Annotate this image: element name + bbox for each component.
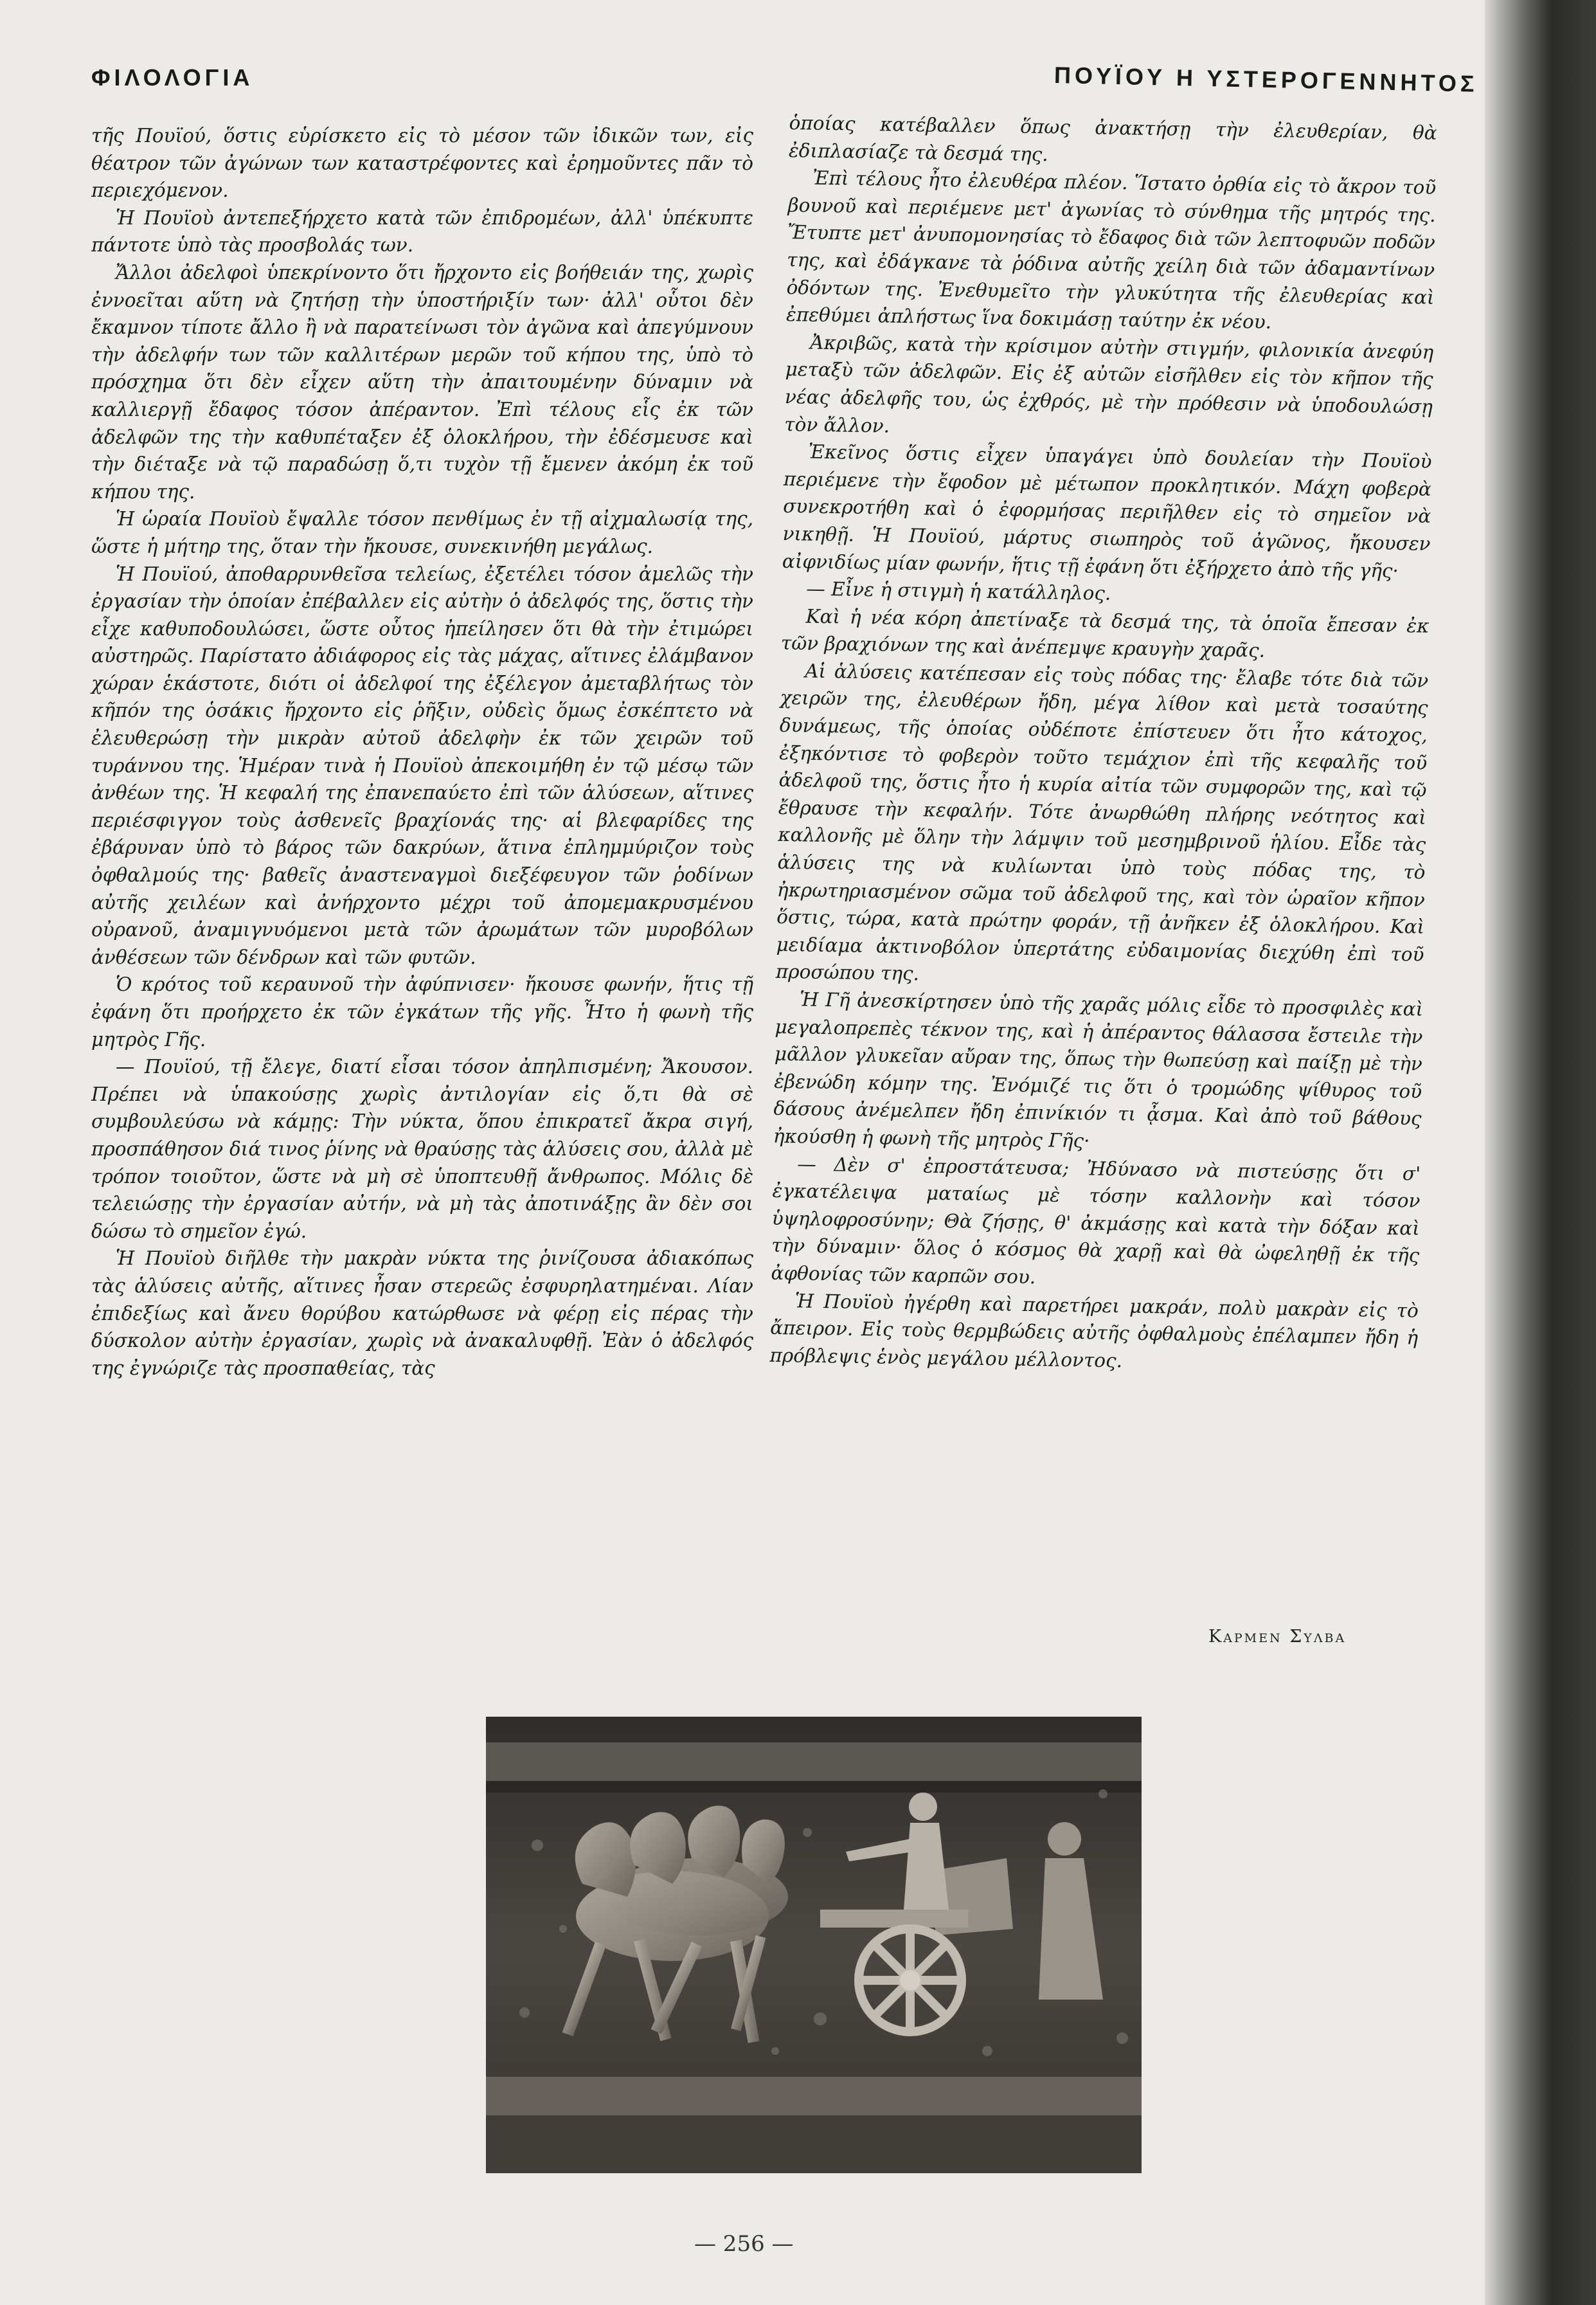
paragraph: Ἡ Πουϊοὺ διῆλθε τὴν μακρὰν νύκτα της ῥινίζουσα ἀδιακόπως τὰς ἁλύσεις αὐτῆς, αἵτινες ἦσαν στερεῶς ἐσφυρηλατημέναι. Λίαν ἐπιδεξίως καὶ ἄνευ θορύβου κατώρθωσε νὰ φέρῃ εἰς πέρας τὴν δύσκολον αὐτὴν ἐργασίαν, χωρὶς νὰ ἀνακαλυφθῇ. Ἐὰν ὁ ἀδελφός της ἐγνώριζε τὰς προσπαθείας, τὰς xyxy=(91,1247,753,1379)
paragraph: Ἐπὶ τέλους ἦτο ἐλευθέρα πλέον. Ἵστατο ὀρθία εἰς τὸ ἄκρον τοῦ βουνοῦ καὶ περιέμενε μετ' ἀγωνίας τὸ σύνθημα τῆς μητρός της. Ἔτυπτε μετ' ἀνυπομονησίας τὸ ἔδαφος διὰ τῶν λεπτοφυῶν ποδῶν της, καὶ ἐδάγκανε τὰ ῥόδινα αὐτῆς χείλη διὰ τῶν ἀδαμαντίνων ὀδόντων της. Ἐνεθυμεῖτο τὴν γλυκύτητα τῆς ἐλευθερίας καὶ ἐπεθύμει ἀπλήστως ἵνα δοκιμάσῃ ταύτην ἐκ νέου. xyxy=(785,167,1437,333)
paragraph: — Δὲν σ' ἐπροστάτευσα; Ἠδύνασο νὰ πιστεύσῃς ὅτι σ' ἐγκατέλειψα ματαίως μὲ τόσην καλλονὴν καὶ τόσον ὑψηλοφροσύνην; Θὰ ζήσῃς, θ' ἀκμάσῃς καὶ κατὰ τὴν δόξαν καὶ τὴν δύναμιν· ὅλος ὁ κόσμος θὰ χαρῇ καὶ θὰ ὠφεληθῇ ἐκ τῆς ἀφθονίας τῶν καρπῶν σου. xyxy=(771,1152,1421,1288)
paragraph: — Πουϊού, τῇ ἔλεγε, διατί εἶσαι τόσον ἀπηλπισμένη; Ἄκουσον. Πρέπει νὰ ὑπακούσῃς χωρὶς ἀντιλογίαν εἰς ὅ,τι θὰ σὲ συμβουλεύσω νὰ κάμῃς: Τὴν νύκτα, ὅπου ἐπικρατεῖ ἄκρα σιγή, προσπάθησον διά τινος ῥίνης νὰ θραύσῃς τὰς ἁλύσεις σου, ἀλλὰ μὲ τρόπον τοιοῦτον, ὥστε νὰ μὴ σὲ ὑποπτευθῇ ἄνθρωπος. Μόλις δὲ τελειώσῃς τὴν ἐργασίαν αὐτήν, νὰ μὴ τὰς ἀποτινάξῃς ἂν δὲν σοι δώσω τὸ σημεῖον ἐγώ. xyxy=(91,1056,753,1242)
author-signature: Καρμεν Συλβα xyxy=(1208,1627,1347,1647)
binding-shadow xyxy=(1485,0,1596,2305)
paragraph: Ἀκριβῶς, κατὰ τὴν κρίσιμον αὐτὴν στιγμήν, φιλονικία ἀνεφύη μεταξὺ τῶν ἀδελφῶν. Εἰς ἐξ αὐτῶν εἰσῆλθεν εἰς τὸν κῆπον τῆς νέας ἀδελφῆς του, ὡς ἐχθρός, μὲ τὴν πρόθεσιν νὰ ὑποδουλώσῃ τὸν ἄλλον. xyxy=(784,331,1434,437)
running-head-right: ΠΟΥΪΟΥ Η ΥΣΤΕΡΟΓΕΝΝΗΤΟΣ xyxy=(1054,62,1478,97)
paragraph: Ἡ Πουϊού, ἀποθαρρυνθεῖσα τελείως, ἐξετέλει τόσον ἀμελῶς τὴν ἐργασίαν τὴν ὁποίαν ἐπέβαλλεν εἰς αὐτὴν ὁ ἀδελφός της, ὅστις τὴν εἶχε καθυποδουλώσει, ὥστε οὗτος ἠπείλησεν ὅτι θὰ τὴν ἐτιμώρει αὐστηρῶς. Παρίστατο ἀδιάφορος εἰς τὰς μάχας, αἵτινες ἐλάμβανον χώραν ἑκάστοτε, διότι οἱ ἀδελφοί της ἐξέλεγον ἀμεταβλήτως τὸν κῆπόν της ὁσάκις ἤρχοντο εἰς ῥῆξιν, οὐδεὶς ὅμως ἐσκέπτετο νὰ ἐλευθερώσῃ τὴν μικρὰν αὐτοῦ ἀδελφὴν ἐκ τῶν χειρῶν τοῦ τυράννου της. Ἡμέραν τινὰ ἡ Πουϊοὺ ἀπεκοιμήθη ἐν τῷ μέσῳ τῶν ἀνθέων της. Ἡ κεφαλή της ἐπανεπαύετο ἐπὶ τῶν ἁλύσεων, αἵτινες περιέσφιγγον τοὺς ἀσθενεῖς βραχίονάς της· αἱ βλεφαρίδες της ἐβάρυναν ὑπὸ τὸ βάρος τῶν δακρύων, ἅτινα ἐπλημμύριζον τοὺς ὀφθαλμούς της· βαθεῖς ἀναστεναγμοὶ διεξέφευγον τῶν ῥοδίνων αὐτῆς χειλέων καὶ ἀνήρχοντο μέχρι τοῦ ἀπομεμακρυσμένου οὐρανοῦ, ἀναμιγνυόμενοι μετὰ τῶν ἀρωμάτων τῶν μυροβόλων ἀνθέσεων τῶν δένδρων καὶ τῶν φυτῶν. xyxy=(91,563,753,968)
paragraph: — Εἶνε ἡ στιγμὴ ἡ κατάλληλος. xyxy=(806,577,1111,605)
paragraph: Ἡ Γῆ ἀνεσκίρτησεν ὑπὸ τῆς χαρᾶς μόλις εἶδε τὸ προσφιλὲς καὶ μεγαλοπρεπὲς τέκνον της, καὶ ἡ ἀπέραντος θάλασσα ἔστειλε τὴν μᾶλλον γλυκεῖαν αὔραν της, ὅπως τὴν θωπεύσῃ καὶ παίξῃ μὲ τὴν ἐβενώδη κόμην της. Ἐνόμιζέ τις ὅτι ὁ τρομώδης ψίθυρος τοῦ δάσους ἀνέμελπεν ἤδη ἐπινίκιόν τι ᾆσμα. Καὶ ἀπὸ τοῦ βάθους ἠκούσθη ἡ φωνὴ τῆς μητρὸς Γῆς· xyxy=(773,988,1424,1152)
paragraph: Ἡ Πουϊοὺ ἠγέρθη καὶ παρετήρει μακράν, πολὺ μακρὰν εἰς τὸ ἄπειρον. Εἰς τοὺς θερμβώδεις αὐτῆς ὀφθαλμοὺς ἐπέλαμπεν ἤδη ἡ πρόβλεψις ἑνὸς μεγάλου μέλλοντος. xyxy=(769,1289,1419,1372)
paragraph: Ὁ κρότος τοῦ κεραυνοῦ τὴν ἀφύπνισεν· ἤκουσε φωνήν, ἥτις τῇ ἐφάνη ὅτι προήρχετο ἐκ τῶν ἐγκάτων τῆς γῆς. Ἦτο ἡ φωνὴ τῆς μητρὸς Γῆς. xyxy=(91,973,753,1051)
page-number: — 256 — xyxy=(694,2231,794,2257)
running-head-left: ΦΙΛΟΛΟΓΙΑ xyxy=(91,64,254,91)
right-text-column xyxy=(769,109,1437,1379)
paragraph: ὁποίας κατέβαλλεν ὅπως ἀνακτήσῃ τὴν ἐλευθερίαν, θὰ ἐδιπλασίαζε τὰ δεσμά της. xyxy=(788,111,1437,165)
chariot-relief-image xyxy=(486,1717,1142,2173)
paragraph: Αἱ ἁλύσεις κατέπεσαν εἰς τοὺς πόδας της· ἔλαβε τότε διὰ τῶν χειρῶν της, ἐλευθέρων ἤδη, μέγα λίθον καὶ μετὰ τοσαύτης δυνάμεως, τῆς ὁποίας οὐδέποτε ἐπίστευεν ὅτι ἦτο κάτοχος, ἐξηκόντισε τὸ φοβερὸν τοῦτο τεμάχιον ἐπὶ τῆς κεφαλῆς τοῦ ἀδελφοῦ της, ὅστις ἦτο ἡ κυρία αἰτία τῶν συμφορῶν της, καὶ τῷ ἔθραυσε τὴν κεφαλήν. Τότε ἀνωρθώθη πλήρης νεότητος καὶ καλλονῆς μὲ ὅλην τὴν λάμψιν τοῦ μεσημβρινοῦ ἡλίου. Εἶδε τὰς ἁλύσεις της νὰ κυλίωνται ὑπὸ τοὺς πόδας της, τὸ ἠκρωτηριασμένον σῶμα τοῦ ἀδελφοῦ της, καὶ τὸν ὡραῖον κῆπον ὅστις, τώρα, κατὰ πρώτην φοράν, τῇ ἀνῆκεν ἐξ ὁλοκλήρου. Καὶ μειδίαμα ἀκτινοβόλον ὑπερτάτης εὐδαιμονίας διεχύθη ἐπὶ τοῦ προσώπου της. xyxy=(775,660,1429,985)
paragraph: Ἐκεῖνος ὅστις εἶχεν ὑπαγάγει ὑπὸ δουλείαν τὴν Πουϊοὺ περιέμενε τὴν ἔφοδον μὲ μέτωπον προκλητικόν. Μάχη φοβερὰ συνεκροτήθη καὶ ὁ ἐφορμήσας περιῆλθεν εἰς τὸ σημεῖον νὰ νικηθῇ. Ἡ Πουϊού, μάρτυς σιωπηρὸς τοῦ ἀγῶνος, ἤκουσεν αἰφνιδίως μίαν φωνήν, ἥτις τῇ ἐφάνη ὅτι ἐξήρχετο ἀπὸ τῆς γῆς· xyxy=(782,440,1432,582)
paragraph: τῆς Πουϊού, ὅστις εὑρίσκετο εἰς τὸ μέσον τῶν ἰδικῶν των, εἰς θέατρον τῶν ἀγώνων των καταστρέφοντες καὶ ἐρημοῦντες πᾶν τὸ περιεχόμενον. xyxy=(91,125,753,202)
paragraph: Ἡ Πουϊοὺ ἀντεπεξήρχετο κατὰ τῶν ἐπιδρομέων, ἀλλ' ὑπέκυπτε πάντοτε ὑπὸ τὰς προσβολάς των. xyxy=(91,206,753,257)
paragraph: Ἄλλοι ἀδελφοὶ ὑπεκρίνοντο ὅτι ἤρχοντο εἰς βοήθειάν της, χωρὶς ἐννοεῖται αὕτη νὰ ζητήσῃ τὴν ὑποστήριξίν των· ἀλλ' οὗτοι δὲν ἔκαμνον τίποτε ἄλλο ἢ νὰ παρατείνωσι τὸν ἀγῶνα καὶ ἀπεγύμνουν τὴν ἀδελφήν των τῶν καλλιτέρων μερῶν τοῦ κήπου της, ὑπὸ τὸ πρόσχημα ὅτι δὲν εἶχεν αὕτη τὴν ἀπαιτουμένην δύναμιν νὰ καλλιεργῇ ἔδαφος τόσον ἀπέραντον. Ἐπὶ τέλους εἷς ἐκ τῶν ἀδελφῶν της τὴν καθυπέταξεν ἐξ ὁλοκλήρου, τὴν ἐδέσμευσε καὶ τὴν διέταξε νὰ τῷ παραδώσῃ ὅ,τι τυχὸν τῇ ἔμενεν ἀκόμη ἐκ τοῦ κήπου της. xyxy=(91,261,753,503)
relief-photograph xyxy=(486,1717,1142,2173)
paragraph: Καὶ ἡ νέα κόρη ἀπετίναξε τὰ δεσμά της, τὰ ὁποῖα ἔπεσαν ἐκ τῶν βραχιόνων της καὶ ἀνέπεμψε κραυγὴν χαρᾶς. xyxy=(780,605,1430,662)
left-text-column xyxy=(91,122,753,1382)
paragraph: Ἡ ὡραία Πουϊοὺ ἔψαλλε τόσον πενθίμως ἐν τῇ αἰχμαλωσίᾳ της, ὥστε ἡ μήτηρ της, ὅταν τὴν ἤκουσε, συνεκινήθη μεγάλως. xyxy=(91,508,753,557)
